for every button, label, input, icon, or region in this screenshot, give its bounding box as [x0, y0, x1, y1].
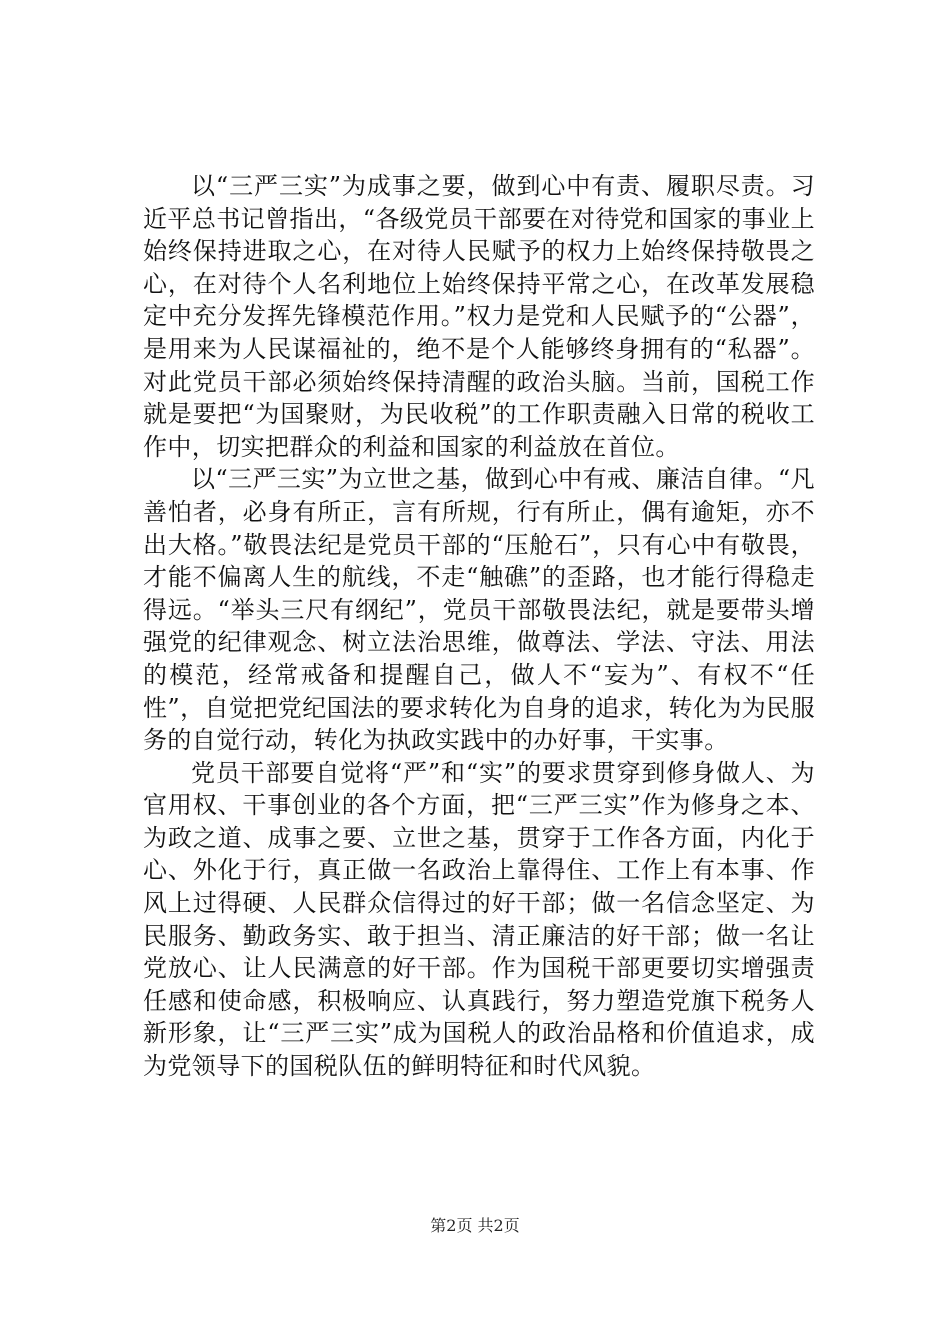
paragraph-2: 以“三严三实”为立世之基，做到心中有戒、廉洁自律。“凡善怕者，必身有所正，言有所规，行有所止，偶有逾矩，亦不出大格。”敬畏法纪是党员干部的“压舱石”，只有心中有敬畏，才能不偏离人生的航线，不走“触礁”的歪路，也才能行得稳走得远。“举头三尺有纲纪”，党员干部敬畏法纪，就是要带头增强党的纪律观念、树立法治思维，做尊法、学法、守法、用法的模范，经常戒备和提醒自己，做人不“妄为”、有权不“任性”，自觉把党纪国法的要求转化为自身的追求，转化为为民服务的自觉行动，转化为执政实践中的办好事，干实事。 — [143, 465, 815, 755]
document-body — [143, 170, 815, 1083]
paragraph-3: 党员干部要自觉将“严”和“实”的要求贯穿到修身做人、为官用权、干事创业的各个方面，把“三严三实”作为修身之本、为政之道、成事之要、立世之基，贯穿于工作各方面，内化于心、外化于行，真正做一名政治上靠得住、工作上有本事、作风上过得硬、人民群众信得过的好干部；做一名信念坚定、为民服务、勤政务实、敢于担当、清正廉洁的好干部；做一名让党放心、让人民满意的好干部。作为国税干部更要切实增强责任感和使命感，积极响应、认真践行，努力塑造党旗下税务人新形象，让“三严三实”成为国税人的政治品格和价值追求，成为党领导下的国税队伍的鲜明特征和时代风貌。 — [143, 758, 815, 1081]
page-footer — [0, 1216, 950, 1236]
paragraph-1: 以“三严三实”为成事之要，做到心中有责、履职尽责。习近平总书记曾指出，“各级党员干部要在对待党和国家的事业上始终保持进取之心，在对待人民赋予的权力上始终保持敬畏之心，在对待个人名利地位上始终保持平常之心，在改革发展稳定中充分发挥先锋模范作用。”权力是党和人民赋予的“公器”，是用来为人民谋福祉的，绝不是个人能够终身拥有的“私器”。对此党员干部必须始终保持清醒的政治头脑。当前，国税工作就是要把“为国聚财，为民收税”的工作职责融入日常的税收工作中，切实把群众的利益和国家的利益放在首位。 — [143, 172, 815, 461]
page-number-label: 第2页 共2页 — [430, 1216, 520, 1235]
